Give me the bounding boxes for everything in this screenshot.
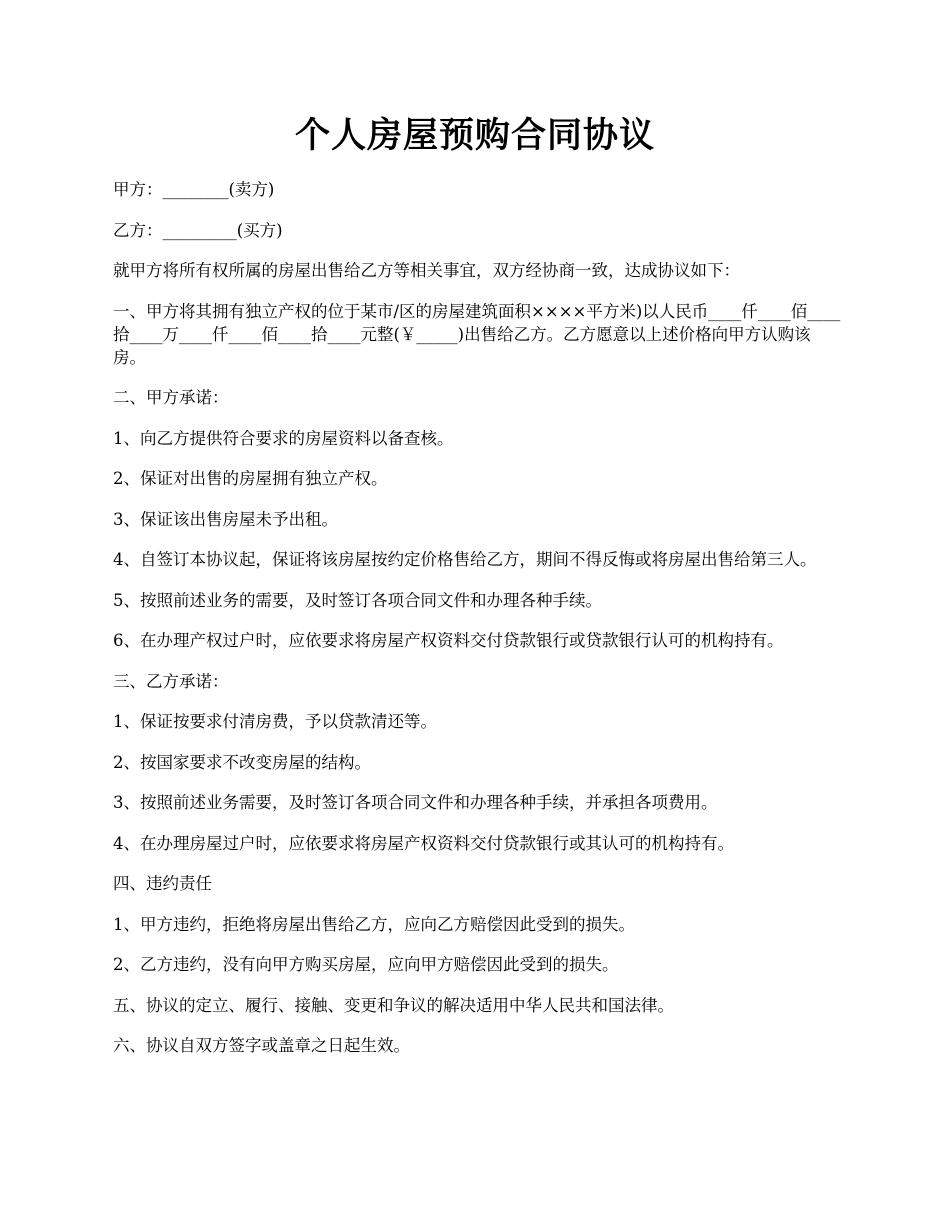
section-2-item-2: 2、保证对出售的房屋拥有独立产权。 [113, 469, 388, 488]
document-title: 个人房屋预购合同协议 [294, 115, 655, 156]
clause-1-paragraph: 一、甲方将其拥有独立产权的位于某市/区的房屋建筑面积××××平方米)以人民币____仟____佰____拾____万____仟____佰____拾____元整(￥_____)出售给乙方。乙方愿意以上述价格向甲方认购该房。 [113, 301, 841, 367]
section-3-item-2: 2、按国家要求不改变房屋的结构。 [113, 752, 371, 772]
section-4-item-1: 1、甲方违约，拒绝将房屋出售给乙方，应向乙方赔偿因此受到的损失。 [113, 914, 635, 934]
section-4-item-2: 2、乙方违约，没有向甲方购买房屋，应向甲方赔偿因此受到的损失。 [113, 955, 619, 974]
section-3-item-1: 1、保证按要求付清房费，予以贷款清还等。 [113, 712, 437, 731]
section-2-item-3: 3、保证该出售房屋未予出租。 [113, 509, 338, 529]
section-3-heading: 三、乙方承诺： [113, 671, 229, 691]
section-2-item-5: 5、按照前述业务的需要，及时签订各项合同文件和办理各种手续。 [113, 590, 602, 610]
section-2-heading: 二、甲方承诺： [113, 388, 229, 407]
section-2-item-6: 6、在办理产权过户时，应依要求将房屋产权资料交付贷款银行或贷款银行认可的机构持有。 [113, 631, 784, 650]
section-5-paragraph: 五、协议的定立、履行、接触、变更和争议的解决适用中华人民共和国法律。 [113, 995, 674, 1015]
section-3-item-3: 3、按照前述业务需要，及时签订各项合同文件和办理各种手续，并承担各项费用。 [113, 793, 718, 812]
party-a-line: 甲方：________(卖方) [113, 180, 275, 199]
section-6-paragraph: 六、协议自双方签字或盖章之日起生效。 [113, 1036, 410, 1055]
party-b-line: 乙方：_________(买方) [113, 220, 283, 240]
document-body [113, 178, 841, 1075]
section-2-item-1: 1、向乙方提供符合要求的房屋资料以备查核。 [113, 428, 454, 448]
section-4-heading: 四、违约责任 [113, 874, 212, 893]
section-3-item-4: 4、在办理房屋过户时，应依要求将房屋产权资料交付贷款银行或其认可的机构持有。 [113, 833, 734, 853]
preamble-paragraph: 就甲方将所有权所属的房屋出售给乙方等相关事宜，双方经协商一致，达成协议如下： [113, 261, 740, 280]
section-2-item-4: 4、自签订本协议起，保证将该房屋按约定价格售给乙方，期间不得反悔或将房屋出售给第三人。 [113, 550, 817, 569]
